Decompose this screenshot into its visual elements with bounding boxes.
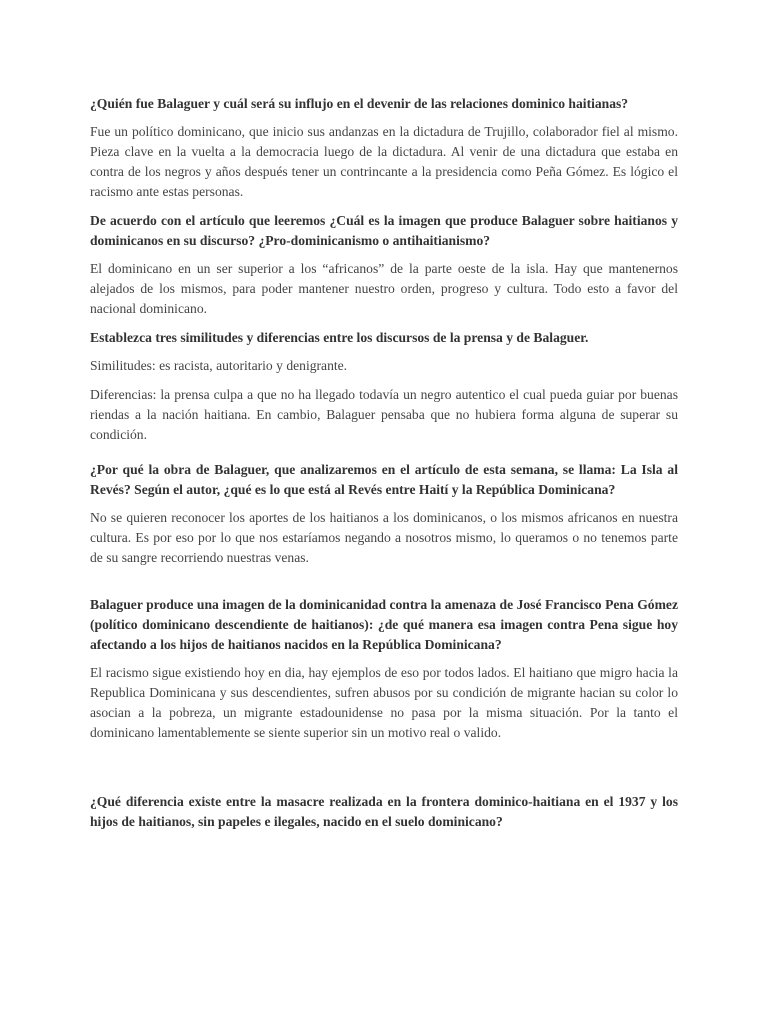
question-5: Balaguer produce una imagen de la dominicanidad contra la amenaza de José Francisco Pena Gómez (político dominicano descendiente de haitianos): ¿de qué manera esa imagen contra Pena sigue hoy afectando a los hijos de haitianos nacidos en la República Dominicana? bbox=[90, 597, 678, 652]
spacer bbox=[90, 577, 678, 595]
question-2: De acuerdo con el artículo que leeremos ¿Cuál es la imagen que produce Balaguer sobre haitianos y dominicanos en su discurso? ¿Pro-dominicanismo o antihaitianismo? bbox=[90, 213, 678, 248]
answer-3-similitudes: Similitudes: es racista, autoritario y denigrante. bbox=[90, 358, 348, 373]
answer-4: No se quieren reconocer los aportes de los haitianos a los dominicanos, o los mismos africanos en nuestra cultura. Es por eso por lo que nos estaríamos negando a nosotros mismo, lo queramos o no tenemos parte de su sangre recorriendo nuestras venas. bbox=[90, 510, 678, 565]
question-6: ¿Qué diferencia existe entre la masacre realizada en la frontera dominico-haitiana en el 1937 y los hijos de haitianos, sin papeles e ilegales, nacido en el suelo dominicano? bbox=[90, 794, 678, 829]
question-1: ¿Quién fue Balaguer y cuál será su influjo en el devenir de las relaciones dominico haitianas? bbox=[90, 96, 629, 111]
answer-3-diferencias: Diferencias: la prensa culpa a que no ha llegado todavía un negro autentico el cual pueda guiar por buenas riendas a la nación haitiana. En cambio, Balaguer pensaba que no hubiera forma alguna de superar su condición. bbox=[90, 387, 678, 442]
document-body bbox=[90, 94, 678, 840]
question-4: ¿Por qué la obra de Balaguer, que analizaremos en el artículo de esta semana, se llama: La Isla al Revés? Según el autor, ¿qué es lo que está al Revés entre Haití y la República Dominicana? bbox=[90, 462, 678, 497]
question-3: Establezca tres similitudes y diferencias entre los discursos de la prensa y de Balaguer. bbox=[90, 330, 589, 345]
spacer bbox=[90, 752, 678, 792]
answer-5: El racismo sigue existiendo hoy en dia, hay ejemplos de eso por todos lados. El haitiano que migro hacia la Republica Dominicana y sus descendientes, sufren abusos por su condición de migrante hacian su color lo asocian a la pobreza, un migrante estadounidense no pasa por la misma situación. Por la tanto el dominicano lamentablemente se siente superior sin un motivo real o valido. bbox=[90, 665, 678, 740]
answer-2: El dominicano en un ser superior a los “africanos” de la parte oeste de la isla. Hay que mantenernos alejados de los mismos, para poder mantener nuestro orden, progreso y cultura. Todo esto a favor del nacional dominicano. bbox=[90, 261, 678, 316]
answer-1: Fue un político dominicano, que inicio sus andanzas en la dictadura de Trujillo, colaborador fiel al mismo. Pieza clave en la vuelta a la democracia luego de la dictadura. Al venir de una dictadura que estaba en contra de los negros y años después tener un contrincante a la presidencia como Peña Gómez. Es lógico el racismo ante estas personas. bbox=[90, 124, 678, 199]
